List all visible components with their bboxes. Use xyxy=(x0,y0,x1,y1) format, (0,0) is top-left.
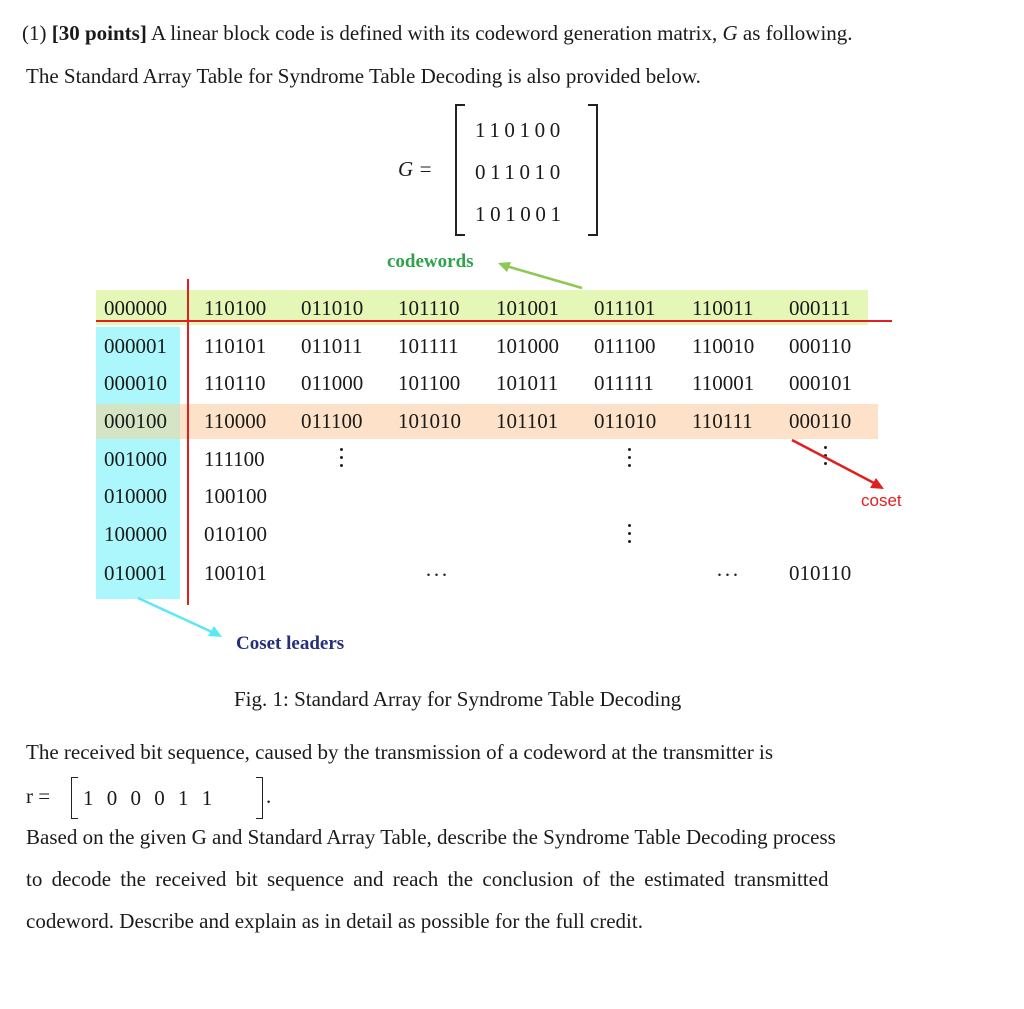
array-cell: 100100 xyxy=(204,484,267,508)
r-vector-right-bracket xyxy=(256,777,263,819)
array-cell: 011010 xyxy=(594,409,657,433)
g-symbol: G xyxy=(722,21,738,45)
coset-label: coset xyxy=(861,491,902,510)
coset-leader-cell: 100000 xyxy=(104,522,167,546)
array-cell: 110010 xyxy=(692,334,755,358)
coset-arrow-icon xyxy=(788,436,888,492)
array-cell: 011100 xyxy=(594,334,656,358)
codeword-cell: 000000 xyxy=(104,296,167,320)
vertical-ellipsis-icon xyxy=(340,448,343,472)
r-vector-period: . xyxy=(266,784,272,808)
coset-leader-cell: 000010 xyxy=(104,371,167,395)
array-cell: 101101 xyxy=(496,409,559,433)
received-sequence-text: The received bit sequence, caused by the transmission of a codeword at the transmitter is xyxy=(26,740,773,764)
array-cell: 101000 xyxy=(496,334,559,358)
codeword-cell: 000111 xyxy=(789,296,851,320)
array-cell: 011100 xyxy=(301,409,363,433)
paragraph-line: Based on the given G and Standard Array Table, describe the Syndrome Table Decoding process xyxy=(26,825,836,849)
matrix-row: 011010 xyxy=(475,160,565,184)
array-cell: 000110 xyxy=(789,409,852,433)
problem-intro: A linear block code is defined with its codeword generation matrix, xyxy=(150,21,718,45)
coset-leader-cell: 000100 xyxy=(104,409,167,433)
array-cell: 110111 xyxy=(692,409,753,433)
array-cell: 000110 xyxy=(789,334,852,358)
paragraph-line: codeword. Describe and explain as in detail as possible for the full credit. xyxy=(26,909,643,933)
matrix-row: 110100 xyxy=(475,118,565,142)
problem-intro-end: as following. xyxy=(742,21,853,45)
horizontal-ellipsis-icon: ··· xyxy=(716,563,740,587)
array-cell: 110001 xyxy=(692,371,755,395)
array-cell: 110110 xyxy=(204,371,266,395)
table-vertical-divider xyxy=(187,279,189,605)
coset-leader-cell: 010000 xyxy=(104,484,167,508)
array-cell: 011000 xyxy=(301,371,364,395)
array-cell: 101100 xyxy=(398,371,461,395)
codeword-cell: 101110 xyxy=(398,296,460,320)
array-cell: 010100 xyxy=(204,522,267,546)
array-cell: 000101 xyxy=(789,371,852,395)
coset-leader-cell: 001000 xyxy=(104,447,167,471)
paragraph-line: to decode the received bit sequence and reach the conclusion of the estimated transmitted xyxy=(26,867,829,891)
matrix-left-bracket xyxy=(455,104,465,236)
vertical-ellipsis-icon xyxy=(628,524,631,548)
array-cell: 110101 xyxy=(204,334,267,358)
figure-caption: Fig. 1: Standard Array for Syndrome Table Decoding xyxy=(234,687,682,711)
codeword-cell: 110011 xyxy=(692,296,754,320)
r-vector: 1 0 0 0 1 1 xyxy=(83,786,214,810)
problem-line-1 xyxy=(22,23,853,44)
coset-leaders-label: Coset leaders xyxy=(236,633,345,654)
array-cell: 111100 xyxy=(204,447,265,471)
array-cell: 011011 xyxy=(301,334,363,358)
array-cell: 101010 xyxy=(398,409,461,433)
codeword-cell: 101001 xyxy=(496,296,559,320)
problem-line-2: The Standard Array Table for Syndrome Table Decoding is also provided below. xyxy=(26,64,701,88)
r-label: r = xyxy=(26,784,51,808)
codewords-arrow-icon xyxy=(490,252,590,294)
array-cell: 110000 xyxy=(204,409,267,433)
horizontal-ellipsis-icon: ··· xyxy=(425,563,449,587)
codeword-cell: 110100 xyxy=(204,296,267,320)
array-cell: 011111 xyxy=(594,371,654,395)
array-cell: 101011 xyxy=(496,371,559,395)
array-cell: 101111 xyxy=(398,334,459,358)
coset-leaders-arrow-icon xyxy=(132,592,228,642)
matrix-row: 101001 xyxy=(475,202,566,226)
matrix-label: G = xyxy=(398,157,433,181)
table-horizontal-divider xyxy=(96,320,892,322)
problem-points: [30 points] xyxy=(51,21,147,45)
matrix-right-bracket xyxy=(588,104,598,236)
r-vector-left-bracket xyxy=(71,777,78,819)
codeword-cell: 011101 xyxy=(594,296,656,320)
problem-number: (1) xyxy=(22,21,47,45)
coset-leader-cell: 010001 xyxy=(104,561,167,585)
coset-leader-cell: 000001 xyxy=(104,334,167,358)
vertical-ellipsis-icon xyxy=(628,448,631,472)
codeword-cell: 011010 xyxy=(301,296,364,320)
array-cell: 010110 xyxy=(789,561,852,585)
codewords-label: codewords xyxy=(387,251,474,272)
array-cell: 100101 xyxy=(204,561,267,585)
